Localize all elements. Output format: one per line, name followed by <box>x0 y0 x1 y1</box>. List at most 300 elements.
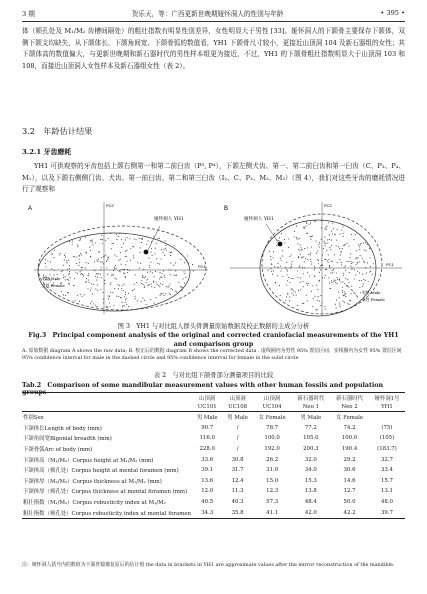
scatter-point <box>291 264 292 265</box>
table-cell: (183.7) <box>377 446 397 453</box>
scatter-point <box>110 282 111 283</box>
scatter-point <box>89 247 90 248</box>
scatter-point <box>141 242 142 243</box>
scatter-point <box>143 284 144 285</box>
scatter-point <box>339 234 340 235</box>
scatter-point <box>144 300 145 301</box>
scatter-point <box>116 296 117 297</box>
scatter-point <box>339 304 340 305</box>
scatter-point <box>80 271 81 272</box>
scatter-point <box>314 221 315 222</box>
scatter-point <box>325 269 326 270</box>
panel-b-female-label: 女性 Female <box>362 297 385 302</box>
scatter-point <box>102 262 103 263</box>
scatter-point <box>166 250 167 251</box>
scatter-point <box>148 284 149 285</box>
scatter-point <box>369 271 370 272</box>
scatter-point <box>66 260 67 261</box>
scatter-point <box>343 301 344 302</box>
scatter-point <box>176 291 177 292</box>
subsection-heading: 3.2.1 牙齿磨耗 <box>22 148 72 156</box>
scatter-point <box>329 239 330 240</box>
scatter-point <box>278 240 279 241</box>
scatter-point <box>128 293 129 294</box>
scatter-point <box>122 285 123 286</box>
table-cell: 29.2 <box>343 456 356 463</box>
scatter-point <box>306 295 307 296</box>
scatter-point <box>342 287 343 288</box>
table-title-en: Tab.2 Comparison of some mandibular measurement values with other human fossils and population groups <box>22 382 384 396</box>
scatter-point <box>324 241 325 242</box>
table-group: 山顶洞 <box>222 393 252 403</box>
scatter-point <box>185 277 186 278</box>
issue-number: 3 期 <box>22 10 35 18</box>
scatter-point <box>354 278 355 279</box>
scatter-point <box>140 263 141 264</box>
scatter-point <box>348 261 349 262</box>
scatter-point <box>125 239 126 240</box>
scatter-point <box>118 296 119 297</box>
scatter-point <box>285 267 286 268</box>
scatter-point <box>156 258 157 259</box>
scatter-point <box>350 300 351 301</box>
scatter-point <box>357 257 358 258</box>
scatter-point <box>160 241 161 242</box>
scatter-point <box>348 287 349 288</box>
scatter-point <box>135 298 136 299</box>
scatter-point <box>75 272 76 273</box>
table-cell: 77.2 <box>304 424 317 431</box>
scatter-point <box>124 269 125 270</box>
scatter-point <box>165 240 166 241</box>
scatter-point <box>347 279 348 280</box>
scatter-point <box>335 304 336 305</box>
table-row <box>22 486 405 497</box>
panel-b-yh1-leader <box>266 224 278 242</box>
scatter-point <box>69 271 70 272</box>
scatter-point <box>125 294 126 295</box>
scatter-point <box>119 285 120 286</box>
scatter-point <box>356 257 357 258</box>
scatter-point <box>168 269 169 270</box>
table-cell: 35.8 <box>222 507 252 518</box>
scatter-point <box>321 220 322 221</box>
scatter-point <box>339 297 340 298</box>
scatter-point <box>339 248 340 249</box>
table-code: YH1 <box>369 402 405 412</box>
scatter-point <box>98 251 99 252</box>
table-cell: 33.6 <box>201 456 214 463</box>
scatter-point <box>173 265 174 266</box>
table-cell: 12.4 <box>231 477 244 484</box>
scatter-point <box>351 261 352 262</box>
scatter-point <box>345 293 346 294</box>
scatter-point <box>322 302 323 303</box>
scatter-point <box>118 236 119 237</box>
scatter-point <box>333 228 334 229</box>
scatter-point <box>163 295 164 296</box>
scatter-point <box>160 277 161 278</box>
table-group: 山顶洞 <box>253 393 292 403</box>
table-cell: 12.0 <box>201 488 214 495</box>
scatter-point <box>92 244 93 245</box>
scatter-point <box>126 256 127 257</box>
scatter-point <box>95 288 96 289</box>
scatter-point <box>79 256 80 257</box>
scatter-point <box>358 244 359 245</box>
scatter-point <box>331 245 332 246</box>
scatter-point <box>81 270 82 271</box>
scatter-point <box>88 280 89 281</box>
scatter-point <box>332 233 333 234</box>
scatter-point <box>306 283 307 284</box>
scatter-point <box>350 266 351 267</box>
scatter-point <box>306 223 307 224</box>
table-row <box>22 465 405 476</box>
table-cell: 42.0 <box>292 507 331 518</box>
scatter-point <box>107 274 108 275</box>
scatter-point <box>82 296 83 297</box>
scatter-point <box>101 257 102 258</box>
scatter-point <box>90 240 91 241</box>
scatter-point <box>127 269 128 270</box>
scatter-point <box>97 273 98 274</box>
scatter-point <box>297 243 298 244</box>
scatter-point <box>151 248 152 249</box>
scatter-point <box>172 289 173 290</box>
scatter-point <box>314 296 315 297</box>
scatter-point <box>156 281 157 282</box>
table-cell: 男 Male <box>196 415 218 422</box>
scatter-point <box>103 302 104 303</box>
scatter-point <box>314 266 315 267</box>
scatter-point <box>341 262 342 263</box>
scatter-point <box>337 277 338 278</box>
scatter-point <box>288 247 289 248</box>
scatter-point <box>74 278 75 279</box>
scatter-point <box>77 295 78 296</box>
scatter-point <box>298 249 299 250</box>
scatter-point <box>324 242 325 243</box>
scatter-point <box>124 306 125 307</box>
scatter-point <box>149 267 150 268</box>
scatter-point <box>150 299 151 300</box>
scatter-point <box>304 267 305 268</box>
scatter-point <box>291 289 292 290</box>
scatter-point <box>327 226 328 227</box>
scatter-point <box>327 243 328 244</box>
scatter-point <box>289 300 290 301</box>
scatter-point <box>330 273 331 274</box>
scatter-point <box>149 265 150 266</box>
scatter-point <box>312 235 313 236</box>
scatter-point <box>300 282 301 283</box>
scatter-point <box>121 302 122 303</box>
scatter-point <box>291 266 292 267</box>
scatter-point <box>64 260 65 261</box>
table-cell: 11.3 <box>231 488 244 495</box>
scatter-point <box>153 282 154 283</box>
scatter-point <box>336 308 337 309</box>
scatter-point <box>343 273 344 274</box>
scatter-point <box>45 266 46 267</box>
scatter-point <box>141 238 142 239</box>
scatter-point <box>339 279 340 280</box>
scatter-point <box>134 234 135 235</box>
scatter-point <box>121 264 122 265</box>
scatter-point <box>154 276 155 277</box>
figure-caption-en: Fig.3 Principal component analysis of the original and corrected craniofacial measurements of the YH1 and comparison group <box>28 332 399 348</box>
scatter-point <box>110 292 111 293</box>
scatter-point <box>302 257 303 258</box>
table-row-label: 下颌体高（颏孔处）Corpus height at mental foramen (mm) <box>23 468 179 475</box>
scatter-point <box>307 285 308 286</box>
scatter-point <box>127 261 128 262</box>
scatter-point <box>80 253 81 254</box>
scatter-point <box>339 280 340 281</box>
scatter-point <box>359 280 360 281</box>
scatter-point <box>320 265 321 266</box>
figure-caption <box>22 322 405 349</box>
scatter-point <box>95 242 96 243</box>
scatter-point <box>148 240 149 241</box>
scatter-point <box>175 262 176 263</box>
table-cell: 30.8 <box>231 456 244 463</box>
scatter-point <box>322 265 323 266</box>
scatter-point <box>355 258 356 259</box>
scatter-point <box>104 283 105 284</box>
scatter-point <box>351 234 352 235</box>
scatter-point <box>91 287 92 288</box>
scatter-point <box>300 254 301 255</box>
scatter-point <box>152 272 153 273</box>
scatter-point <box>155 271 156 272</box>
scatter-point <box>96 280 97 281</box>
scatter-point <box>101 277 102 278</box>
scatter-point <box>143 269 144 270</box>
scatter-point <box>186 261 187 262</box>
scatter-point <box>59 254 60 255</box>
scatter-point <box>95 276 96 277</box>
scatter-point <box>184 262 185 263</box>
scatter-point <box>291 254 292 255</box>
scatter-point <box>314 268 315 269</box>
scatter-point <box>307 300 308 301</box>
scatter-point <box>95 305 96 306</box>
scatter-point <box>69 273 70 274</box>
table-row <box>22 423 405 434</box>
table-cell: 90.7 <box>201 424 214 431</box>
scatter-point <box>112 243 113 244</box>
scatter-point <box>156 243 157 244</box>
scatter-point <box>291 261 292 262</box>
panel-b-pc2-label: PC2 <box>324 203 332 208</box>
table-group: 新石器时代 <box>292 393 331 403</box>
scatter-point <box>142 239 143 240</box>
table-cell: 48.4 <box>304 499 317 506</box>
scatter-point <box>169 293 170 294</box>
scatter-point <box>360 255 361 256</box>
scatter-point <box>309 236 310 237</box>
scatter-point <box>123 269 124 270</box>
scatter-point <box>328 222 329 223</box>
scatter-point <box>335 280 336 281</box>
scatter-point <box>294 231 295 232</box>
scatter-point <box>330 288 331 289</box>
scatter-point <box>297 270 298 271</box>
scatter-point <box>182 287 183 288</box>
scatter-point <box>60 253 61 254</box>
scatter-point <box>78 240 79 241</box>
scatter-point <box>126 304 127 305</box>
scatter-point <box>62 270 63 271</box>
panel-b-points <box>268 220 374 310</box>
scatter-point <box>312 306 313 307</box>
scatter-point <box>318 263 319 264</box>
scatter-point <box>296 226 297 227</box>
scatter-point <box>342 248 343 249</box>
scatter-point <box>50 261 51 262</box>
scatter-point <box>343 295 344 296</box>
table-note: 注：娅怀洞人括号内的数值为下颌骨镜像复原后的估计值 the data in brackets in YH1 are approximate values after the mirror reconstruction of the mandible. <box>22 562 395 568</box>
table-cell: 78.7 <box>266 424 279 431</box>
scatter-point <box>182 278 183 279</box>
scatter-point <box>193 270 194 271</box>
table-cell: 116.0 <box>199 435 215 442</box>
scatter-point <box>171 288 172 289</box>
scatter-point <box>344 283 345 284</box>
scatter-point <box>97 285 98 286</box>
table-row <box>22 444 405 455</box>
scatter-point <box>130 260 131 261</box>
scatter-point <box>364 249 365 250</box>
scatter-point <box>162 284 163 285</box>
scatter-point <box>303 303 304 304</box>
table-row <box>22 507 405 518</box>
scatter-point <box>120 271 121 272</box>
scatter-point <box>54 250 55 251</box>
scatter-point <box>163 252 164 253</box>
scatter-point <box>116 234 117 235</box>
scatter-point <box>61 291 62 292</box>
scatter-point <box>310 223 311 224</box>
scatter-point <box>286 296 287 297</box>
scatter-point <box>365 250 366 251</box>
scatter-point <box>74 256 75 257</box>
scatter-point <box>102 243 103 244</box>
scatter-point <box>125 264 126 265</box>
scatter-point <box>63 274 64 275</box>
scatter-point <box>325 227 326 228</box>
table-row <box>22 433 405 444</box>
table-cell: 13.1 <box>380 488 393 495</box>
scatter-point <box>78 265 79 266</box>
scatter-point <box>342 226 343 227</box>
scatter-point <box>135 274 136 275</box>
scatter-point <box>351 289 352 290</box>
scatter-point <box>365 280 366 281</box>
figure-caption-cn: 图 3 YH1 与对比组人群头骨测量原始数据及校正数据的主成分分析 <box>117 323 310 330</box>
scatter-point <box>85 237 86 238</box>
scatter-point <box>325 275 326 276</box>
table-row-label: 下颌体长Length of body (mm) <box>23 425 102 432</box>
scatter-point <box>112 274 113 275</box>
scatter-point <box>362 286 363 287</box>
scatter-point <box>139 252 140 253</box>
scatter-point <box>157 238 158 239</box>
scatter-point <box>348 282 349 283</box>
scatter-point <box>368 281 369 282</box>
scatter-point <box>347 286 348 287</box>
scatter-point <box>121 239 122 240</box>
scatter-point <box>66 262 67 263</box>
scatter-point <box>65 279 66 280</box>
table-row-sex <box>22 412 405 423</box>
scatter-point <box>183 271 184 272</box>
scatter-point <box>318 244 319 245</box>
scatter-point <box>311 246 312 247</box>
scatter-point <box>310 261 311 262</box>
scatter-point <box>307 259 308 260</box>
scatter-point <box>304 228 305 229</box>
scatter-point <box>106 261 107 262</box>
scatter-point <box>113 305 114 306</box>
scatter-point <box>108 257 109 258</box>
scatter-point <box>80 274 81 275</box>
table-code: UC101 <box>192 402 222 412</box>
panel-b-yh1-label: 娅怀洞人 YH1 <box>244 217 274 222</box>
scatter-point <box>161 273 162 274</box>
table-cell: 32.0 <box>304 456 317 463</box>
scatter-point <box>125 256 126 257</box>
table-group: 新石器时代 <box>330 393 369 403</box>
scatter-point <box>282 276 283 277</box>
scatter-point <box>359 273 360 274</box>
scatter-point <box>334 234 335 235</box>
scatter-point <box>286 284 287 285</box>
scatter-point <box>144 285 145 286</box>
scatter-point <box>296 295 297 296</box>
table-code: UC108 <box>222 402 252 412</box>
scatter-point <box>293 278 294 279</box>
scatter-point <box>100 274 101 275</box>
table-cell: 34.3 <box>192 507 222 518</box>
scatter-point <box>85 268 86 269</box>
scatter-point <box>329 265 330 266</box>
scatter-point <box>69 268 70 269</box>
scatter-point <box>303 281 304 282</box>
scatter-point <box>159 272 160 273</box>
scatter-point <box>337 279 338 280</box>
scatter-point <box>170 263 171 264</box>
scatter-point <box>344 294 345 295</box>
scatter-point <box>85 262 86 263</box>
scatter-point <box>310 253 311 254</box>
scatter-point <box>343 236 344 237</box>
scatter-point <box>372 274 373 275</box>
scatter-point <box>289 296 290 297</box>
scatter-point <box>184 283 185 284</box>
panel-a-male-label: 男性 Male <box>42 276 61 281</box>
scatter-point <box>141 283 142 284</box>
scatter-point <box>165 245 166 246</box>
scatter-point <box>333 269 334 270</box>
scatter-point <box>93 303 94 304</box>
scatter-point <box>351 286 352 287</box>
scatter-point <box>110 233 111 234</box>
scatter-point <box>328 277 329 278</box>
table-cell: 30.6 <box>343 467 356 474</box>
